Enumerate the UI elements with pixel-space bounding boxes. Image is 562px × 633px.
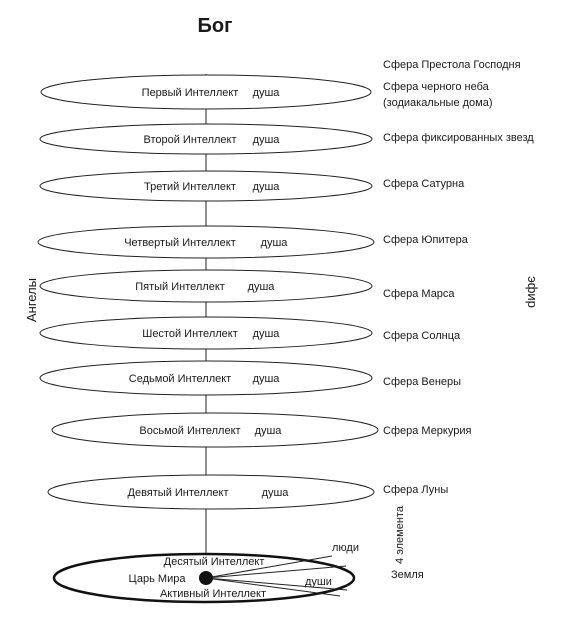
- active-intellect-label: Активный Интеллект: [159, 588, 267, 600]
- intellect-label: Шестой Интеллект: [142, 328, 238, 340]
- intellect-label: Второй Интеллект: [143, 134, 237, 146]
- soul-label: душа: [252, 373, 280, 385]
- soul-label: душа: [252, 87, 280, 99]
- top-sphere-label: Сфера Престола Господня: [383, 59, 521, 71]
- intellect-label: Восьмой Интеллект: [139, 425, 241, 437]
- earth-level: [54, 505, 424, 602]
- level-7: [40, 361, 461, 395]
- soul-label: душа: [260, 237, 288, 249]
- sphere-label: Сфера фиксированных звезд: [383, 132, 534, 144]
- level-2: [40, 124, 534, 154]
- elements-label: 4 элемента: [394, 506, 406, 564]
- soul-label: душа: [252, 181, 280, 193]
- level-3: [40, 171, 465, 201]
- title-god: Бог: [197, 15, 233, 37]
- left-label-angels: Ангелы: [24, 277, 39, 323]
- level-6: [40, 317, 461, 349]
- soul-label: душа: [254, 425, 282, 437]
- right-label-ether: эфир: [525, 276, 540, 308]
- soul-label: душа: [247, 281, 275, 293]
- sphere-label: Сфера Марса: [383, 288, 455, 300]
- intellect-label: Первый Интеллект: [141, 87, 239, 99]
- sphere-label: Сфера Луны: [383, 484, 449, 496]
- intellect-label: Пятый Интеллект: [135, 281, 225, 293]
- intellect-label: Седьмой Интеллект: [128, 373, 232, 385]
- sphere-label: Сфера Венеры: [383, 376, 462, 388]
- level-1: [41, 75, 493, 109]
- souls-label: души: [305, 576, 332, 588]
- soul-label: душа: [252, 328, 280, 340]
- soul-label: душа: [252, 134, 280, 146]
- sphere-label: Сфера Сатурна: [383, 178, 465, 190]
- sphere-label: Сфера Юпитера: [383, 234, 468, 246]
- intellect-label: Третий Интеллект: [144, 181, 236, 193]
- earth-label: Земля: [391, 569, 424, 581]
- people-label: люди: [332, 542, 359, 554]
- level-8: [52, 413, 472, 447]
- sphere-label: Сфера черного неба: [383, 81, 489, 93]
- level-4: [38, 226, 469, 258]
- intellect-label: Четвертый Интеллект: [124, 237, 236, 249]
- sphere-label-line2: (зодиакальные дома): [383, 97, 493, 109]
- sphere-label: Сфера Солнца: [383, 330, 461, 342]
- level-5: [40, 270, 455, 302]
- king-dot: [199, 571, 213, 585]
- tenth-intellect-label: Десятый Интеллект: [163, 556, 265, 568]
- soul-label: душа: [261, 487, 289, 499]
- sphere-label: Сфера Меркурия: [383, 425, 472, 437]
- level-9: [48, 475, 448, 509]
- king-label: Царь Мира: [128, 573, 186, 585]
- intellect-label: Девятый Интеллект: [127, 487, 229, 499]
